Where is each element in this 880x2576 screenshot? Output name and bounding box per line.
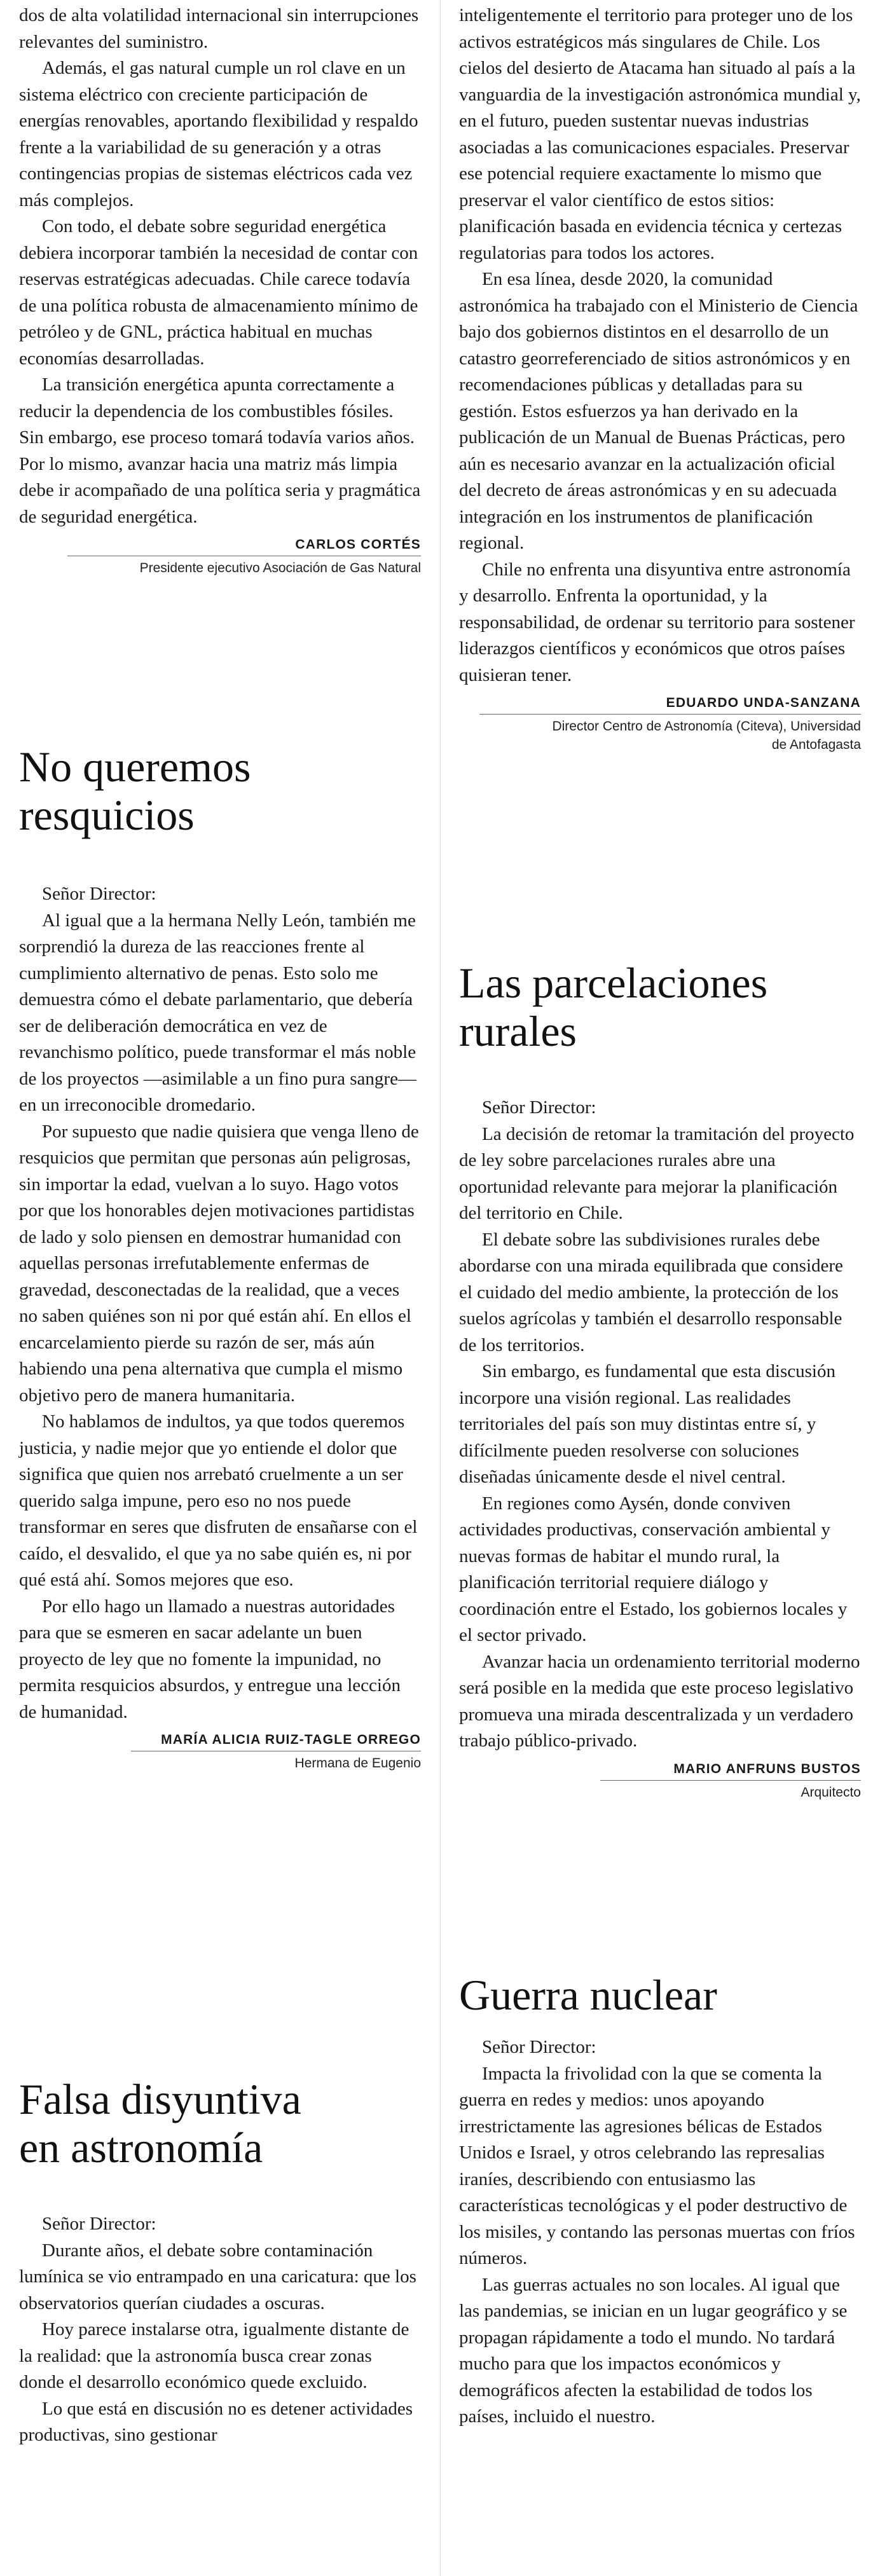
letter-headline bbox=[19, 743, 421, 839]
letter-paragraph: El debate sobre las subdivisiones rurales debe abordarse con una mirada equilibrada que considere el cuidado del medio ambiente, la protección de los suelos agrícolas y también el desarrollo responsable de los territorios. bbox=[459, 1229, 843, 1355]
letter-resquicios bbox=[19, 743, 421, 1772]
letter-paragraph: Con todo, el debate sobre seguridad energética debiera incorporar también la necesidad de contar con reservas estratégicas adecuadas. Chile carece todavía de una política robusta de almacenamiento mínimo de petróleo y de GNL, práctica habitual en muchas economías desarrolladas. bbox=[19, 216, 418, 369]
headline-line: Falsa disyuntiva bbox=[19, 2075, 301, 2123]
signature-name: MARÍA ALICIA RUIZ-TAGLE ORREGO bbox=[161, 1732, 421, 1747]
letter-paragraph: Las guerras actuales no son locales. Al igual que las pandemias, se inician en un lugar geográfico y se propagan rápidamente a todo el mundo. No tardará mucho para que los impactos económicos y demográficos afecten la estabilidad de todos los países, incluido el nuestro. bbox=[459, 2274, 848, 2427]
signature-name: EDUARDO UNDA-SANZANA bbox=[666, 695, 861, 710]
headline-line: rurales bbox=[459, 1007, 577, 1055]
letter-paragraph: Avanzar hacia un ordenamiento territorial moderno será posible en la medida que este proceso legislativo promueva una mirada descentralizada y un verdadero trabajo público-privado. bbox=[459, 1651, 860, 1751]
letter-signature bbox=[19, 1730, 421, 1772]
letter-paragraph: Al igual que a la hermana Nelly León, también me sorprendió la dureza de las reacciones frente al cumplimiento alternativo de penas. Esto solo me demuestra cómo el debate parlamentario, que debería ser de deliberación democrática en vez de revanchismo político, puede transformar el más noble de los proyectos —asimilable a un fino pura sangre— en un irreconocible dromedario. bbox=[19, 910, 416, 1115]
letter-paragraph: Por supuesto que nadie quisiera que venga lleno de resquicios que permitan que personas aún peligrosas, sin importar la edad, vuelvan a lo suyo. Hago votos por que los honorables dejen motivaciones partidistas de lado y solo piensen en demostrar humanidad con aquellas personas irrefutablemente enfermas de gravedad, desconectadas de la realidad, que a veces no saben quiénes son ni por qué están ahí. En ellos el encarcelamiento pierde su razón de ser, más aún habiendo una pena alternativa que cumpla el mismo objetivo pero de manera humanitaria. bbox=[19, 1121, 419, 1406]
headline-line: No queremos bbox=[19, 743, 251, 791]
letter-signature bbox=[459, 694, 861, 754]
letter-salutation: Señor Director: bbox=[482, 1097, 596, 1118]
headline-line: en astronomía bbox=[19, 2123, 263, 2172]
letter-paragraph: En regiones como Aysén, donde conviven actividades productivas, conservación ambiental y nuevas formas de habitar el mundo rural, la planificación territorial requiere diálogo y coordinación entre el Estado, los gobiernos locales y el sector privado. bbox=[459, 1493, 848, 1645]
letter-paragraph: No hablamos de indultos, ya que todos queremos justicia, y nadie mejor que yo entiende el dolor que significa que quien nos arrebató cruelmente a un ser querido salga impune, pero eso no nos puede transformar en seres que disfruten de ensañarse con el caído, el desvalido, el que ya no sabe quién es, ni por qué está ahí. Somos mejores que eso. bbox=[19, 1411, 418, 1590]
column-divider bbox=[440, 0, 441, 2576]
letter-paragraph: Lo que está en discusión no es detener actividades productivas, sino gestionar bbox=[19, 2398, 413, 2445]
letter-guerra bbox=[459, 1971, 861, 2430]
headline-line: Las parcelaciones bbox=[459, 959, 768, 1007]
letter-parcelaciones bbox=[459, 959, 861, 1802]
letter-paragraph: dos de alta volatilidad internacional sin interrupciones relevantes del suministro. bbox=[19, 5, 419, 52]
letter-headline bbox=[19, 2075, 421, 2172]
signature-role: Director Centro de Astronomía (Citeva), Universidad bbox=[552, 719, 861, 734]
signature-role: Hermana de Eugenio bbox=[294, 1756, 421, 1771]
continued-letter bbox=[19, 3, 421, 577]
letter-headline bbox=[459, 959, 861, 1055]
letter-paragraph: La decisión de retomar la tramitación del proyecto de ley sobre parcelaciones rurales abre una oportunidad relevante para mejorar la planificación del territorio en Chile. bbox=[459, 1123, 855, 1223]
signature-rule bbox=[479, 714, 861, 715]
letter-paragraph: inteligentemente el territorio para proteger uno de los activos estratégicos más singulares de Chile. Los cielos del desierto de Atacama han situado al país a la vanguardia de la investigación astronómica mundial y, en el futuro, pueden sustentar nuevas industrias asociadas a las comunicaciones espaciales. Preservar ese potencial requiere exactamente lo mismo que preservar el valor científico de estos sitios: planificación basada en evidencia técnica y certezas regulatorias para todos los actores. bbox=[459, 5, 861, 263]
letter-paragraph: Por ello hago un llamado a nuestras autoridades para que se esmeren en sacar adelante un buen proyecto de ley que no fomente la impunidad, no permita resquicios absurdos, y entregue una lección de humanidad. bbox=[19, 1596, 401, 1722]
letter-paragraph: Hoy parece instalarse otra, igualmente distante de la realidad: que la astronomía busca crear zonas donde el desarrollo económico quede excluido. bbox=[19, 2319, 409, 2392]
signature-role: de Antofagasta bbox=[771, 737, 861, 752]
letter-salutation: Señor Director: bbox=[42, 2214, 156, 2234]
signature-role: Arquitecto bbox=[801, 1785, 861, 1800]
letter-headline: Guerra nuclear bbox=[459, 1971, 717, 2019]
headline-line: resquicios bbox=[19, 791, 195, 839]
letter-paragraph: La transición energética apunta correctamente a reducir la dependencia de los combustibles fósiles. Sin embargo, ese proceso tomará todavía varios años. Por lo mismo, avanzar hacia una matriz más limpia debe ir acompañado de una política seria y pragmática de seguridad energética. bbox=[19, 374, 421, 527]
letter-salutation: Señor Director: bbox=[482, 2037, 596, 2057]
letter-paragraph: Sin embargo, es fundamental que esta discusión incorpore una visión regional. Las realidades territoriales del país son muy distintas entre sí, y difícilmente pueden resolverse con soluciones diseñadas únicamente desde el nivel central. bbox=[459, 1361, 835, 1487]
letter-salutation: Señor Director: bbox=[42, 884, 156, 904]
signature-rule bbox=[600, 1780, 861, 1781]
signature-name: CARLOS CORTÉS bbox=[295, 537, 421, 552]
letter-paragraph: En esa línea, desde 2020, la comunidad astronómica ha trabajado con el Ministerio de Ciencia bajo dos gobiernos distintos en el desarrollo de un catastro georreferenciado de sitios astronómicos y en recomendaciones públicas y detalladas para su gestión. Estos esfuerzos ya han derivado en la publicación de un Manual de Buenas Prácticas, pero aún es necesario avanzar en la actualización oficial del decreto de áreas astronómicas y en su adecuada integración en los instrumentos de planificación regional. bbox=[459, 269, 858, 553]
letter-paragraph: Durante años, el debate sobre contaminación lumínica se vio entrampado en una caricatura: que los observatorios querían ciudades a oscuras. bbox=[19, 2240, 416, 2313]
letter-paragraph: Impacta la frivolidad con la que se comenta la guerra en redes y medios: unos apoyando irrestrictamente las agresiones bélicas de Estados Unidos e Israel, y otros celebrando las represalias iraníes, describiendo con entusiasmo las características tecnológicas y el poder destructivo de los misiles, y contando las personas muertas con fríos números. bbox=[459, 2063, 855, 2268]
signature-name: MARIO ANFRUNS BUSTOS bbox=[673, 1761, 861, 1776]
letter-paragraph: Chile no enfrenta una disyuntiva entre astronomía y desarrollo. Enfrenta la oportunidad, y la responsabilidad, de ordenar su territorio para sostener liderazgos científicos y económicos que otros países quisieran tener. bbox=[459, 559, 855, 685]
letter-signature bbox=[19, 535, 421, 577]
letter-signature bbox=[459, 1760, 861, 1802]
letter-paragraph: Además, el gas natural cumple un rol clave en un sistema eléctrico con creciente participación de energías renovables, aportando flexibilidad y respaldo frente a la variabilidad de su generación y a otras contingencias propias de sistemas eléctricos cada vez más complejos. bbox=[19, 58, 418, 210]
signature-role: Presidente ejecutivo Asociación de Gas Natural bbox=[139, 561, 421, 575]
letter-astronomia-continued bbox=[459, 3, 861, 754]
letter-astronomia bbox=[19, 2075, 421, 2449]
